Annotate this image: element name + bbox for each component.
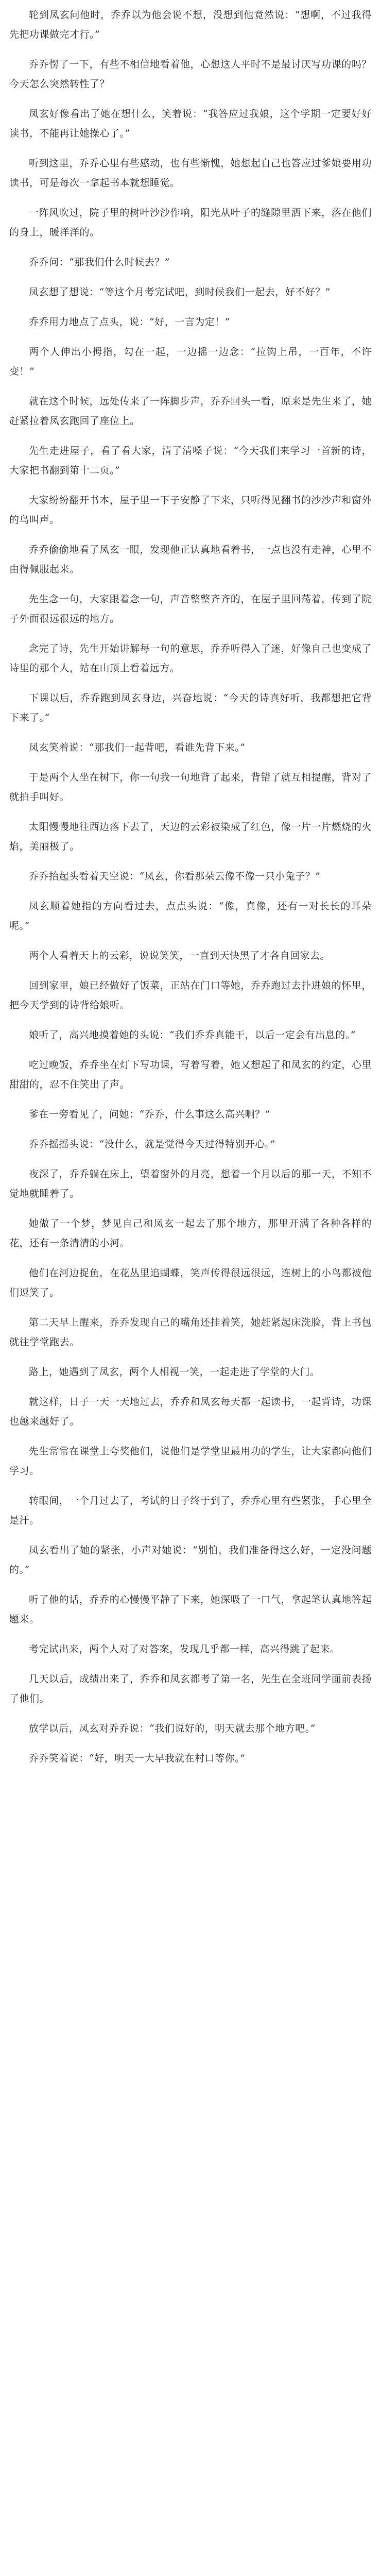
paragraph: 先生走进屋子，看了看大家，清了清嗓子说：“今天我们来学习一首新的诗，大家把书翻到第十二页。” — [9, 445, 372, 476]
paragraph: 下课以后，乔乔跑到凤玄身边，兴奋地说：“今天的诗真好听，我都想把它背下来了。” — [9, 692, 372, 723]
paragraph: 先生念一句，大家跟着念一句，声音整整齐齐的，在屋子里回荡着，传到了院子外面很远很远的地方。 — [9, 594, 372, 624]
paragraph: 轮到凤玄问他时，乔乔以为他会说不想，没想到他竟然说：“想啊，不过我得先把功课做完才行。” — [9, 9, 372, 40]
paragraph: 大家纷纷翻开书本，屋子里一下子安静了下来，只听得见翻书的沙沙声和窗外的鸟叫声。 — [9, 495, 372, 526]
paragraph: 放学以后，凤玄对乔乔说：“我们说好的，明天就去那个地方吧。” — [29, 1723, 316, 1734]
paragraph: 凤玄看出了她的紧张，小声对她说：“别怕，我们准备得这么好，一定没问题的。” — [9, 1545, 372, 1575]
paragraph: 凤玄顺着她指的方向看过去，点点头说：“像，真像，还有一对长长的耳朵呢。” — [9, 901, 372, 931]
document-page — [9, 0, 372, 2576]
paragraph: 转眼间，一个月过去了，考试的日子终于到了，乔乔心里有些紧张，手心里全是汗。 — [9, 1495, 372, 1526]
paragraph: 乔乔问：“那我们什么时候去？” — [29, 257, 170, 268]
paragraph: 第二天早上醒来，乔乔发现自己的嘴角还挂着笑，她赶紧起床洗脸，背上书包就往学堂跑去。 — [9, 1317, 372, 1348]
paragraph: 吃过晚饭，乔乔坐在灯下写功课，写着写着，她又想起了和凤玄的约定，心里甜甜的，忍不住笑出了声。 — [9, 1059, 372, 1090]
paragraph: 她做了一个梦，梦见自己和凤玄一起去了那个地方，那里开满了各种各样的花，还有一条清清的小河。 — [9, 1218, 372, 1249]
paragraph: 乔乔摇摇头说：“没什么，就是觉得今天过得特别开心。” — [29, 1139, 275, 1150]
paragraph: 一阵风吹过，院子里的树叶沙沙作响，阳光从叶子的缝隙里洒下来，落在他们的身上，暖洋洋的。 — [9, 207, 372, 238]
paragraph: 于是两个人坐在树下，你一句我一句地背了起来，背错了就互相提醒，背对了就拍手叫好。 — [9, 772, 372, 803]
paragraph: 太阳慢慢地往西边落下去了，天边的云彩被染成了红色，像一片一片燃烧的火焰，美丽极了。 — [9, 821, 372, 852]
paragraph: 乔乔抬起头看着天空说：“凤玄，你看那朵云像不像一只小兔子？” — [29, 871, 321, 882]
paragraph: 乔乔偷偷地看了凤玄一眼，发现他正认真地看着书，一点也没有走神，心里不由得佩服起来。 — [9, 544, 372, 575]
paragraph: 就这样，日子一天一天地过去，乔乔和凤玄每天都一起读书，一起背诗，功课也越来越好了。 — [9, 1396, 372, 1427]
paragraph: 两个人伸出小拇指，勾在一起，一边摇一边念：“拉钩上吊，一百年，不许变！” — [9, 346, 372, 377]
paragraph: 凤玄好像看出了她在想什么，笑着说：“我答应过我娘，这个学期一定要好好读书，不能再让她操心了。” — [9, 108, 372, 139]
paragraph: 夜深了，乔乔躺在床上，望着窗外的月亮，想着一个月以后的那一天，不知不觉地就睡着了。 — [9, 1168, 372, 1199]
document-body — [9, 5, 372, 1768]
paragraph: 乔乔愣了一下，有些不相信地看着他，心想这人平时不是最讨厌写功课的吗？今天怎么突然转性了？ — [9, 59, 372, 90]
paragraph: 几天以后，成绩出来了，乔乔和凤玄都考了第一名，先生在全班同学面前表扬了他们。 — [9, 1673, 372, 1704]
paragraph: 先生常常在课堂上夸奖他们，说他们是学堂里最用功的学生，让大家都向他们学习。 — [9, 1446, 372, 1477]
paragraph: 两个人看着天上的云彩，说说笑笑，一直到天快黑了才各自回家去。 — [29, 950, 331, 961]
paragraph: 念完了诗，先生开始讲解每一句的意思，乔乔听得入了迷，好像自己也变成了诗里的那个人，站在山顶上看着远方。 — [9, 643, 372, 674]
paragraph: 他们在河边捉鱼，在花丛里追蝴蝶，笑声传得很远很远，连树上的小鸟都被他们逗笑了。 — [9, 1267, 372, 1298]
paragraph: 就在这个时候，远处传来了一阵脚步声，乔乔回头一看，原来是先生来了，她赶紧拉着凤玄跑回了座位上。 — [9, 396, 372, 427]
paragraph: 听到这里，乔乔心里有些感动，也有些惭愧，她想起自己也答应过爹娘要用功读书，可是每次一拿起书本就想睡觉。 — [9, 158, 372, 189]
paragraph: 考完试出来，两个人对了对答案，发现几乎都一样，高兴得跳了起来。 — [29, 1643, 340, 1655]
paragraph: 爹在一旁看见了，问她：“乔乔，什么事这么高兴啊？” — [29, 1109, 270, 1120]
paragraph: 乔乔笑着说：“好，明天一大早我就在村口等你。” — [29, 1753, 246, 1764]
paragraph: 凤玄笑着说：“那我们一起背吧，看谁先背下来。” — [29, 742, 246, 753]
paragraph: 回到家里，娘已经做好了饭菜，正站在门口等她，乔乔跑过去扑进娘的怀里，把今天学到的诗背给娘听。 — [9, 980, 372, 1011]
paragraph: 路上，她遇到了凤玄，两个人相视一笑，一起走进了学堂的大门。 — [29, 1366, 320, 1378]
paragraph: 娘听了，高兴地摸着她的头说：“我们乔乔真能干，以后一定会有出息的。” — [29, 1029, 356, 1041]
paragraph: 乔乔用力地点了点头，说：“好，一言为定！” — [29, 316, 230, 328]
paragraph: 听了他的话，乔乔的心慢慢平静了下来，她深吸了一口气，拿起笔认真地答起题来。 — [9, 1594, 372, 1625]
paragraph: 凤玄想了想说：“等这个月考完试吧，到时候我们一起去，好不好？” — [29, 286, 331, 298]
